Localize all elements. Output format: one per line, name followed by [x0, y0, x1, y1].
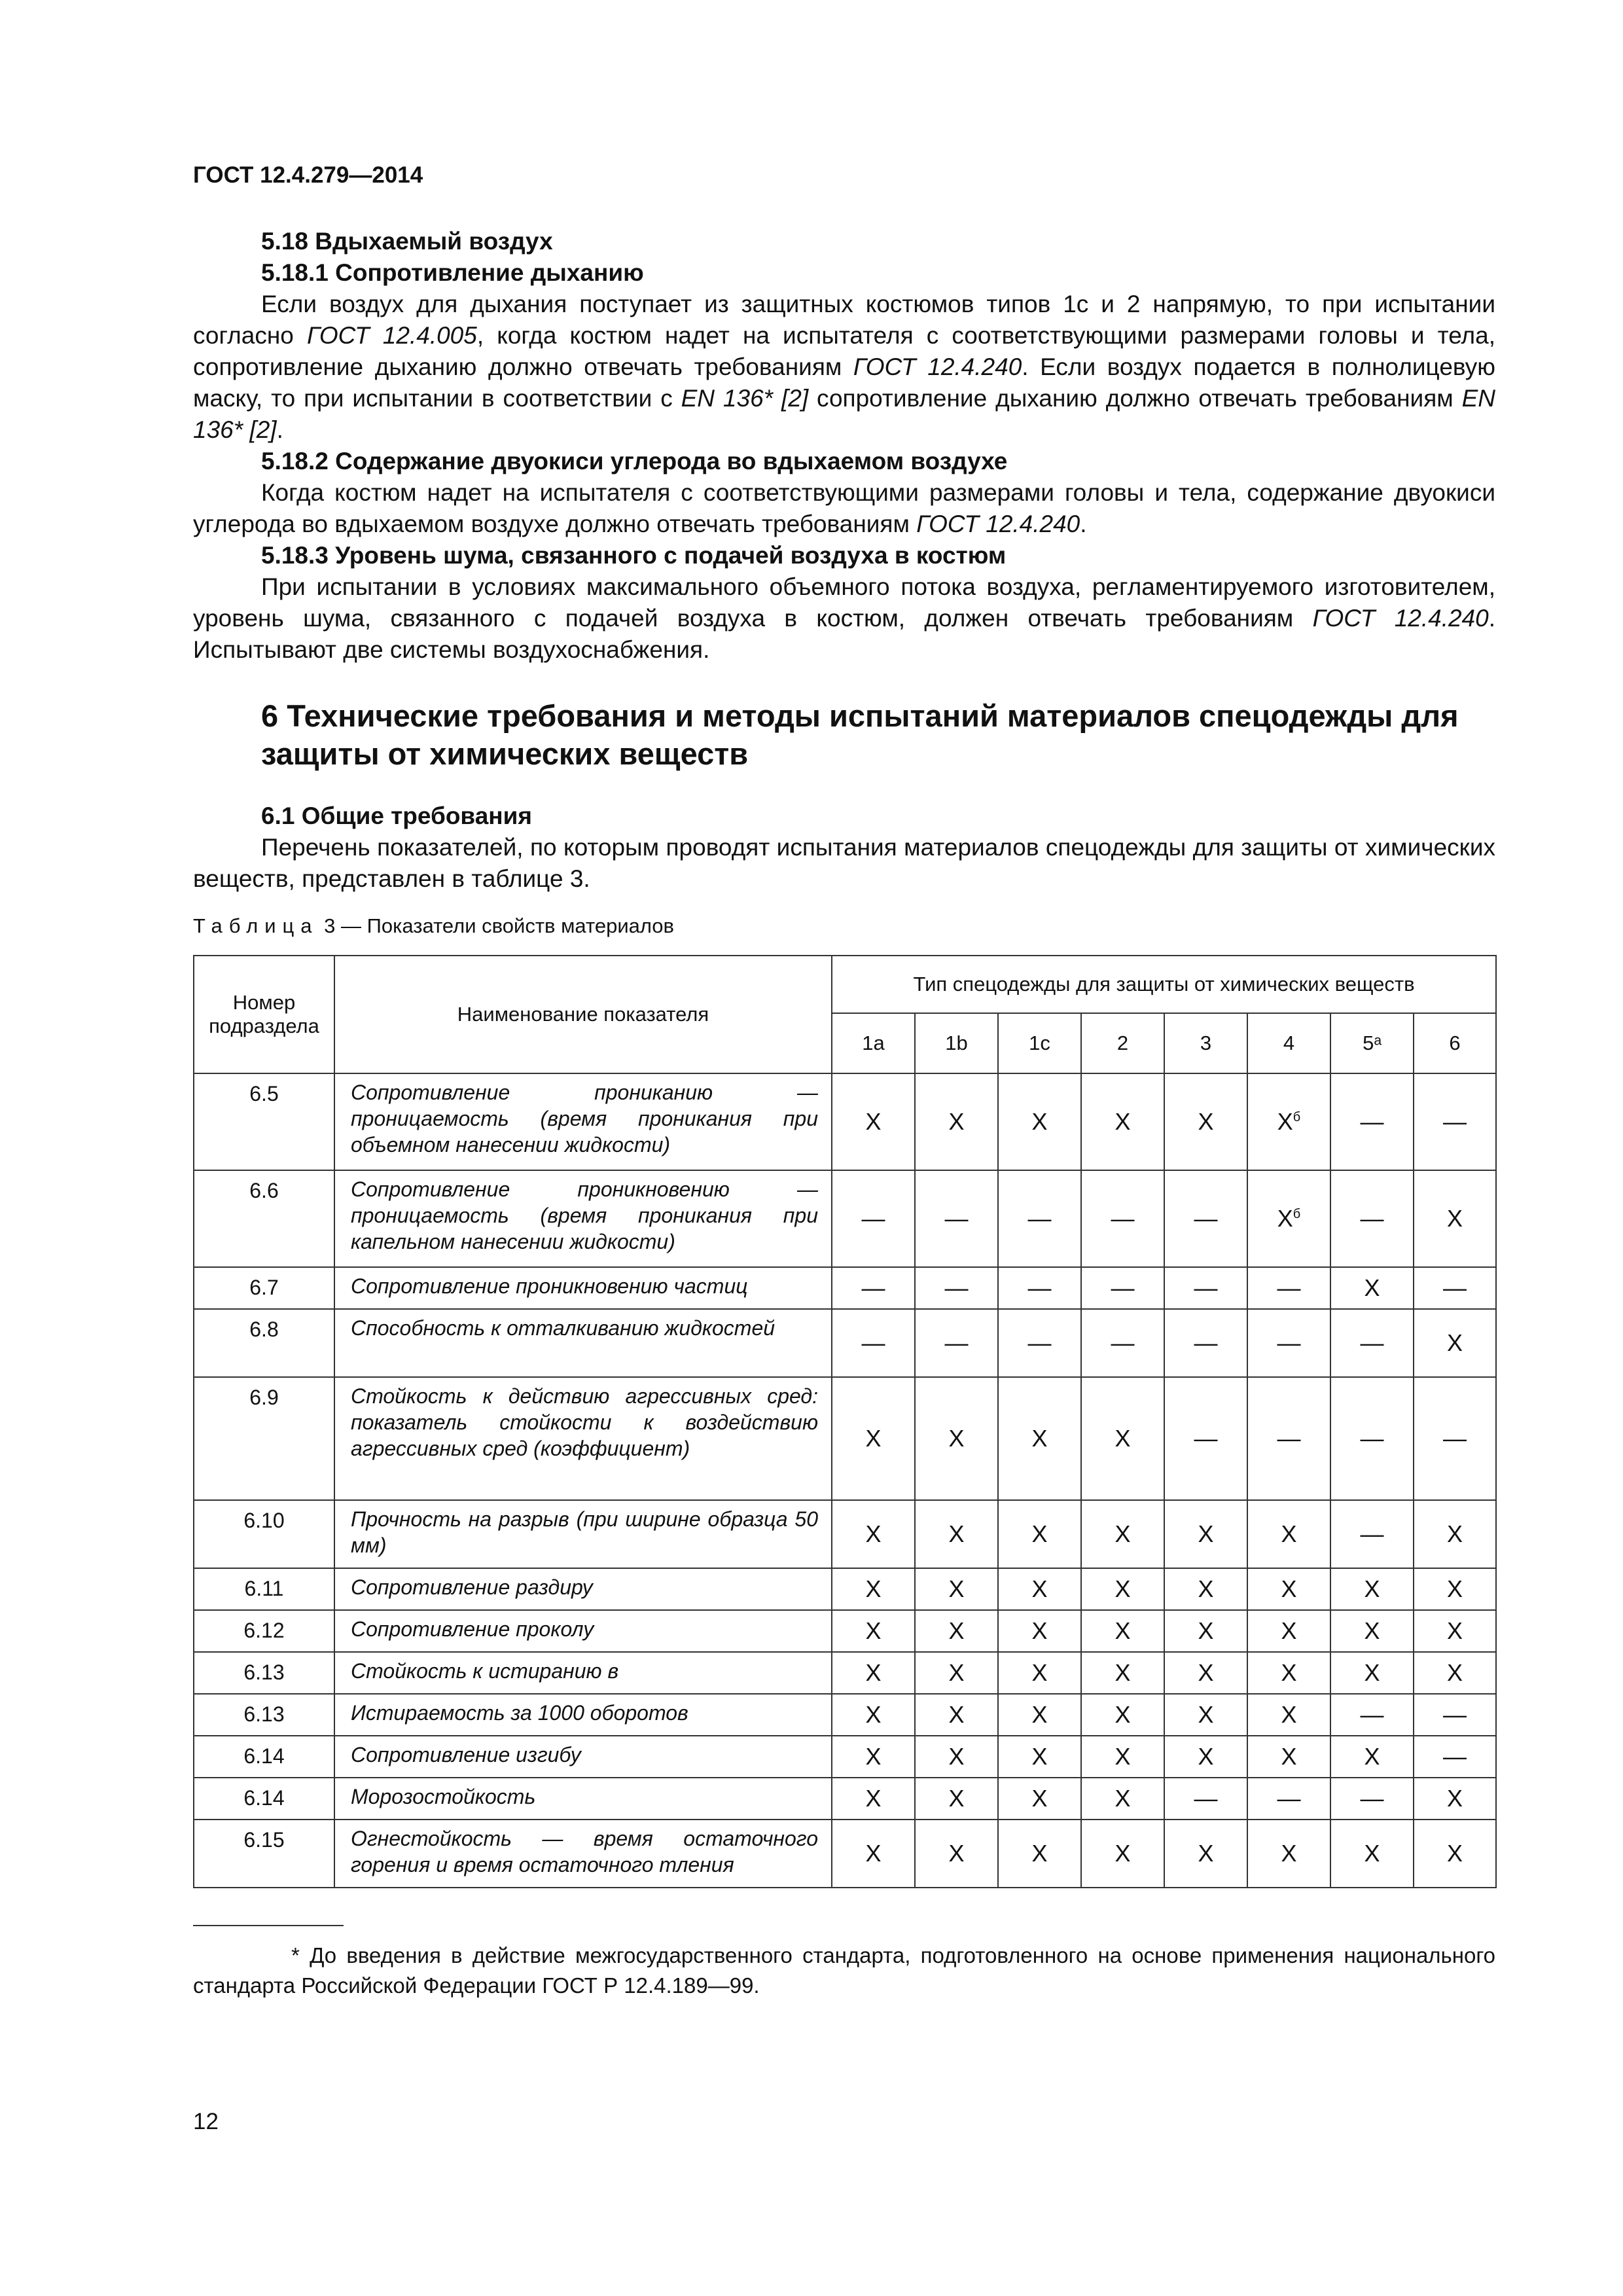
row-mark: X — [1247, 1736, 1330, 1778]
table-row — [194, 1267, 1496, 1309]
row-mark: — — [1164, 1170, 1247, 1267]
section-6-1-title: 6.1 Общие требования — [261, 802, 532, 829]
row-mark: X — [998, 1652, 1081, 1694]
row-mark: — — [998, 1309, 1081, 1377]
row-number: 6.12 — [194, 1610, 334, 1652]
row-mark: X — [915, 1568, 998, 1610]
row-number: 6.13 — [194, 1694, 334, 1736]
row-mark: — — [1164, 1377, 1247, 1500]
row-mark: X — [832, 1377, 915, 1500]
ref-gost-12-4-240: ГОСТ 12.4.240 — [916, 511, 1080, 537]
footnote-divider — [193, 1925, 344, 1926]
table-row — [194, 1694, 1496, 1736]
row-mark: — — [1081, 1170, 1164, 1267]
table-row — [194, 1073, 1496, 1170]
row-mark: — — [1330, 1778, 1414, 1820]
materials-properties-table — [193, 955, 1497, 1888]
row-number: 6.8 — [194, 1309, 334, 1377]
row-number: 6.11 — [194, 1568, 334, 1610]
row-mark: X — [832, 1610, 915, 1652]
row-name: Прочность на разрыв (при ширине образца 50 мм) — [334, 1500, 832, 1568]
row-mark: — — [1330, 1377, 1414, 1500]
row-mark: X — [915, 1500, 998, 1568]
row-mark: X — [998, 1736, 1081, 1778]
footnote: * До введения в действие межгосударственного стандарта, подготовленного на основе применения национального стандарта Российской Федерации ГОСТ Р 12.4.189—99. — [193, 1943, 1495, 1998]
row-mark: — — [1330, 1500, 1414, 1568]
row-mark: X — [1164, 1652, 1247, 1694]
row-mark: X — [915, 1073, 998, 1170]
row-mark: X — [832, 1568, 915, 1610]
page-content — [193, 226, 1495, 2001]
row-mark: — — [1330, 1170, 1414, 1267]
table-row — [194, 1500, 1496, 1568]
row-mark: X — [832, 1820, 915, 1888]
section-5-18-2-text: Когда костюм надет на испытателя с соответствующими размерами головы и тела, содержание двуокиси углерода во вдыхаемом воздухе должно отвечать требованиям ГОСТ 12.4.240. — [193, 479, 1495, 537]
row-mark: — — [1414, 1377, 1496, 1500]
row-mark: X — [998, 1778, 1081, 1820]
row-mark: X — [1330, 1610, 1414, 1652]
col-header-type: 6 — [1414, 1013, 1496, 1073]
table-row — [194, 1170, 1496, 1267]
row-mark: — — [998, 1170, 1081, 1267]
row-mark: X — [1330, 1652, 1414, 1694]
row-number: 6.9 — [194, 1377, 334, 1500]
section-6-1-text: Перечень показателей, по которым проводят испытания материалов спецодежды для защиты от химических веществ, представлен в таблице 3. — [193, 834, 1495, 892]
col-header-type: 1c — [998, 1013, 1081, 1073]
row-mark: X — [915, 1610, 998, 1652]
row-mark: X — [915, 1778, 998, 1820]
row-mark: X — [915, 1377, 998, 1500]
row-name: Стойкость к истиранию в — [334, 1652, 832, 1694]
col-header-suit-type: Тип спецодежды для защиты от химических веществ — [832, 956, 1496, 1013]
row-mark: X — [1414, 1309, 1496, 1377]
row-name: Истираемость за 1000 оборотов — [334, 1694, 832, 1736]
table-row — [194, 1820, 1496, 1888]
row-mark: X — [998, 1377, 1081, 1500]
row-mark: X — [1414, 1500, 1496, 1568]
section-5-18-3-title: 5.18.3 Уровень шума, связанного с подачей воздуха в костюм — [261, 542, 1007, 569]
row-mark: — — [915, 1267, 998, 1309]
col-header-type: 2 — [1081, 1013, 1164, 1073]
row-mark: — — [1164, 1778, 1247, 1820]
table-row — [194, 1377, 1496, 1500]
row-mark: — — [1414, 1073, 1496, 1170]
row-mark: X — [998, 1500, 1081, 1568]
row-mark: X — [1081, 1073, 1164, 1170]
row-mark: X — [1081, 1568, 1164, 1610]
row-mark: — — [1081, 1309, 1164, 1377]
row-number: 6.14 — [194, 1736, 334, 1778]
table-caption: Таблица 3 — Показатели свойств материалов — [193, 914, 675, 937]
col-header-type: 1a — [832, 1013, 915, 1073]
row-mark: X — [832, 1073, 915, 1170]
section-5-18-2-title: 5.18.2 Содержание двуокиси углерода во вдыхаемом воздухе — [261, 448, 1008, 475]
row-mark: X — [998, 1073, 1081, 1170]
ref-en-136: EN 136* [2] — [681, 385, 809, 412]
row-mark: — — [1247, 1309, 1330, 1377]
row-mark: — — [1164, 1309, 1247, 1377]
row-mark: X — [1081, 1652, 1164, 1694]
row-mark: X — [832, 1500, 915, 1568]
row-name: Стойкость к действию агрессивных сред: показатель стойкости к воздействию агрессивных сред (коэффициент) — [334, 1377, 832, 1500]
row-mark: X — [1247, 1568, 1330, 1610]
row-name: Способность к отталкиванию жидкостей — [334, 1309, 832, 1377]
row-mark: X — [998, 1820, 1081, 1888]
row-mark: X — [1164, 1568, 1247, 1610]
row-mark: — — [832, 1170, 915, 1267]
row-mark: $X^б$ — [1247, 1170, 1330, 1267]
ref-en-136: EN 136* [2] — [193, 385, 1495, 443]
row-mark: — — [915, 1309, 998, 1377]
row-mark: X — [1164, 1736, 1247, 1778]
row-mark: X — [1414, 1568, 1496, 1610]
col-header-type: 4 — [1247, 1013, 1330, 1073]
row-mark: X — [915, 1736, 998, 1778]
row-mark: X — [1081, 1377, 1164, 1500]
row-mark: X — [832, 1736, 915, 1778]
row-number: 6.15 — [194, 1820, 334, 1888]
row-mark: — — [832, 1309, 915, 1377]
row-mark: X — [1164, 1610, 1247, 1652]
row-mark: — — [1330, 1309, 1414, 1377]
row-mark: — — [1330, 1073, 1414, 1170]
row-number: 6.6 — [194, 1170, 334, 1267]
row-mark: X — [998, 1610, 1081, 1652]
row-mark: X — [1330, 1736, 1414, 1778]
row-mark: X — [1330, 1820, 1414, 1888]
row-mark: X — [915, 1694, 998, 1736]
row-mark: — — [915, 1170, 998, 1267]
section-5-18-3-text: При испытании в условиях максимального объемного потока воздуха, регламентируемого изготовителем, уровень шума, связанного с подачей воздуха в костюм, должен отвечать требованиям ГОСТ 12.4.240. Испытывают две системы воздухоснабжения. — [193, 573, 1495, 663]
row-mark: X — [998, 1568, 1081, 1610]
col-header-type: 5ᵃ — [1330, 1013, 1414, 1073]
row-mark: — — [1414, 1267, 1496, 1309]
row-mark: X — [832, 1694, 915, 1736]
section-6-title: 6 Технические требования и методы испытаний материалов спецодежды для защиты от химических веществ — [261, 698, 1459, 771]
row-name: Сопротивление изгибу — [334, 1736, 832, 1778]
row-mark: X — [1081, 1610, 1164, 1652]
row-mark: X — [1247, 1610, 1330, 1652]
table-row — [194, 1568, 1496, 1610]
table-row — [194, 1778, 1496, 1820]
ref-gost-12-4-005: ГОСТ 12.4.005 — [306, 322, 477, 349]
row-name: Сопротивление проколу — [334, 1610, 832, 1652]
row-mark: X — [1164, 1694, 1247, 1736]
footnote-marker: б — [1293, 1207, 1301, 1221]
section-5-18-1-text: Если воздух для дыхания поступает из защитных костюмов типов 1с и 2 напрямую, то при испытании согласно ГОСТ 12.4.005, когда костюм надет на испытателя с соответствующими размерами головы и тела, сопротивление дыханию должно отвечать требованиям ГОСТ 12.4.240. Если воздух подается в полнолицевую маску, то при испытании в соответствии с EN 136* [2] сопротивление дыханию должно отвечать требованиям EN 136* [2]. — [193, 291, 1496, 443]
page-number: 12 — [193, 2109, 219, 2134]
row-mark: X — [1081, 1820, 1164, 1888]
row-mark: X — [1414, 1610, 1496, 1652]
section-5-18-title: 5.18 Вдыхаемый воздух — [261, 228, 553, 255]
row-mark: X — [1247, 1694, 1330, 1736]
row-mark: X — [915, 1820, 998, 1888]
row-mark: X — [1330, 1568, 1414, 1610]
document-id: ГОСТ 12.4.279—2014 — [193, 162, 423, 188]
row-mark: — — [1414, 1694, 1496, 1736]
row-number: 6.7 — [194, 1267, 334, 1309]
row-mark: $X^б$ — [1247, 1073, 1330, 1170]
col-header-type: 3 — [1164, 1013, 1247, 1073]
ref-gost-12-4-240: ГОСТ 12.4.240 — [1312, 605, 1489, 632]
footnote-marker: б — [1293, 1110, 1301, 1124]
row-mark: — — [1247, 1267, 1330, 1309]
row-mark: — — [832, 1267, 915, 1309]
row-mark: X — [1247, 1652, 1330, 1694]
row-mark: — — [1081, 1267, 1164, 1309]
col-header-number: Номер подраздела — [194, 956, 334, 1073]
col-header-name: Наименование показателя — [334, 956, 832, 1073]
row-name: Огнестойкость — время остаточного горения и время остаточного тления — [334, 1820, 832, 1888]
row-mark: X — [1414, 1170, 1496, 1267]
row-mark: X — [1164, 1820, 1247, 1888]
table-row — [194, 1736, 1496, 1778]
row-mark: X — [1164, 1073, 1247, 1170]
row-mark: X — [1330, 1267, 1414, 1309]
row-mark: X — [1164, 1500, 1247, 1568]
row-name: Сопротивление проникновению — проницаемость (время проникания при капельном нанесении жидкости) — [334, 1170, 832, 1267]
col-header-type: 1b — [915, 1013, 998, 1073]
row-mark: — — [1330, 1694, 1414, 1736]
ref-gost-12-4-240: ГОСТ 12.4.240 — [853, 353, 1022, 380]
row-number: 6.13 — [194, 1652, 334, 1694]
row-name: Сопротивление раздиру — [334, 1568, 832, 1610]
row-mark: X — [832, 1652, 915, 1694]
row-number: 6.10 — [194, 1500, 334, 1568]
row-mark: X — [1414, 1820, 1496, 1888]
row-name: Сопротивление проникновению частиц — [334, 1267, 832, 1309]
table-row — [194, 1309, 1496, 1377]
row-mark: — — [998, 1267, 1081, 1309]
row-number: 6.5 — [194, 1073, 334, 1170]
row-mark: — — [1247, 1778, 1330, 1820]
row-mark: X — [915, 1652, 998, 1694]
row-mark: — — [1247, 1377, 1330, 1500]
row-mark: X — [1414, 1652, 1496, 1694]
table-row — [194, 1652, 1496, 1694]
row-mark: X — [1414, 1778, 1496, 1820]
row-mark: X — [832, 1778, 915, 1820]
row-mark: X — [1247, 1500, 1330, 1568]
row-name: Морозостойкость — [334, 1778, 832, 1820]
row-mark: X — [1081, 1500, 1164, 1568]
row-mark: X — [1247, 1820, 1330, 1888]
row-mark: X — [1081, 1694, 1164, 1736]
row-mark: X — [1081, 1778, 1164, 1820]
table-row — [194, 1610, 1496, 1652]
row-mark: — — [1164, 1267, 1247, 1309]
row-number: 6.14 — [194, 1778, 334, 1820]
row-mark: X — [998, 1694, 1081, 1736]
row-mark: — — [1414, 1736, 1496, 1778]
row-name: Сопротивление проникaнию — проницаемость (время проникания при объемном нанесении жидкости) — [334, 1073, 832, 1170]
section-5-18-1-title: 5.18.1 Сопротивление дыханию — [261, 259, 644, 286]
row-mark: X — [1081, 1736, 1164, 1778]
